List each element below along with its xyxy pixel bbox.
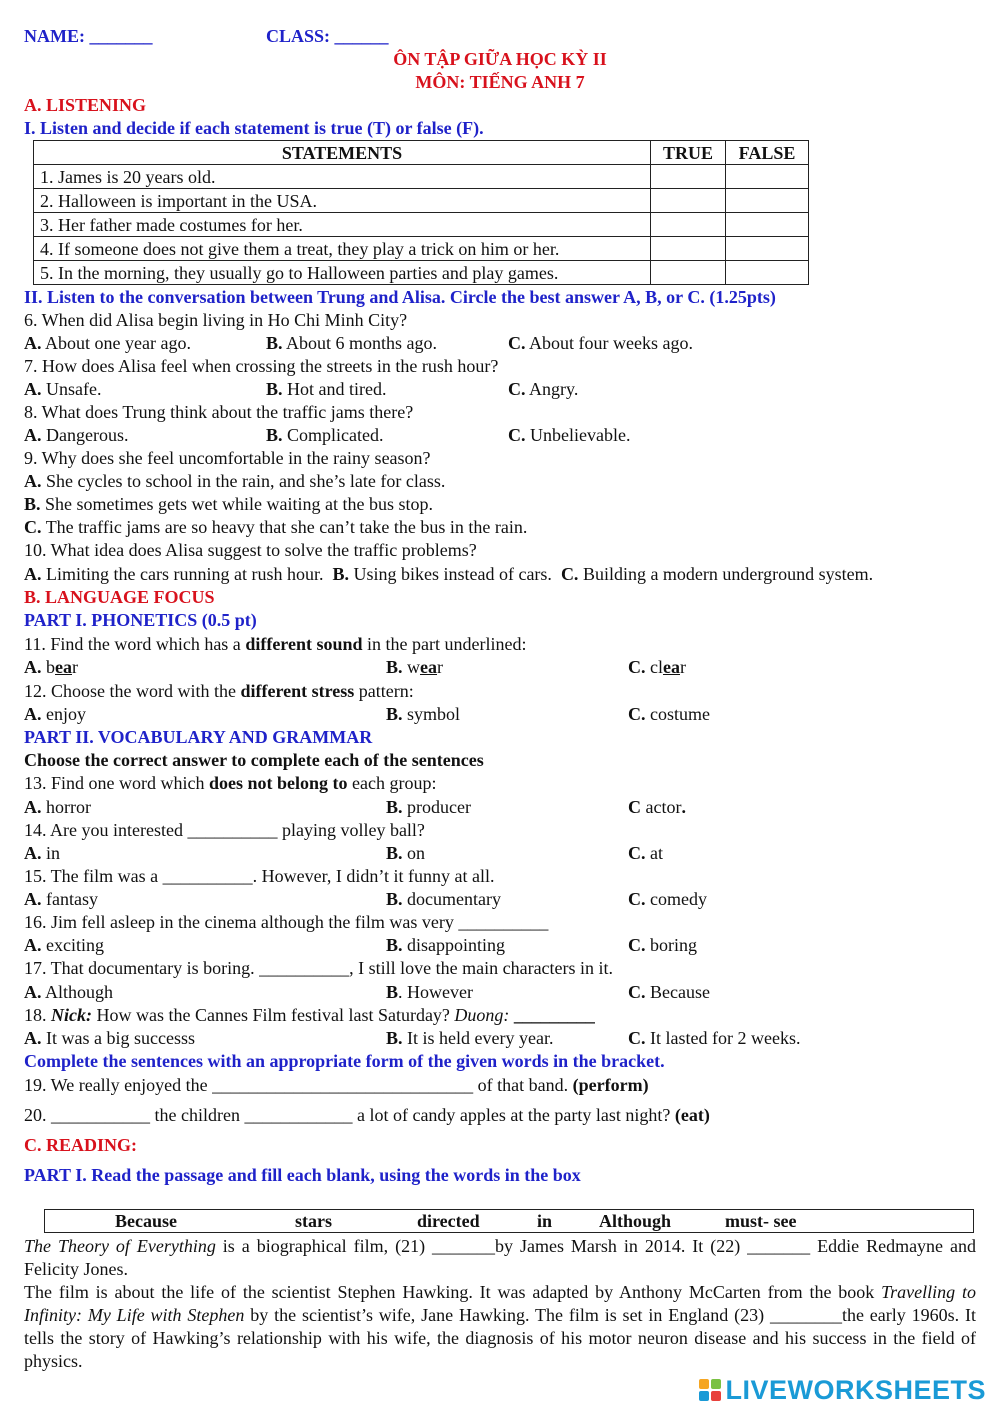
options-6 [24, 332, 984, 354]
option-b[interactable]: B. symbol [386, 704, 461, 724]
statement-cell: 3. Her father made costumes for her. [34, 213, 651, 237]
word-form-instruction: Complete the sentences with an appropriate form of the given words in the bracket. [24, 1051, 665, 1071]
reading-instruction: PART I. Read the passage and fill each blank, using the words in the box [24, 1165, 581, 1185]
option-a[interactable]: A. horror [24, 797, 91, 817]
logo-icon [699, 1379, 721, 1401]
option-c[interactable]: C. Angry. [508, 379, 579, 399]
table-row [34, 189, 809, 213]
option-a[interactable]: A. She cycles to school in the rain, and she’s late for class. [24, 471, 446, 491]
col-statements: STATEMENTS [34, 141, 651, 165]
option-a[interactable]: A. About one year ago. [24, 333, 191, 353]
option-c[interactable]: C. Because [628, 982, 710, 1002]
question-13: 13. Find one word which does not belong to each group: [24, 773, 437, 793]
option-a[interactable]: A. fantasy [24, 889, 98, 909]
options-11 [24, 656, 984, 678]
word-box [44, 1209, 974, 1233]
question-6: 6. When did Alisa begin living in Ho Chi Minh City? [24, 310, 408, 330]
options-7 [24, 378, 984, 400]
option-b[interactable]: B. Hot and tired. [266, 379, 387, 399]
option-a[interactable]: A. Dangerous. [24, 425, 129, 445]
table-row [34, 261, 809, 285]
true-cell[interactable] [651, 261, 726, 285]
option-a[interactable]: A. in [24, 843, 61, 863]
option-c[interactable]: C. About four weeks ago. [508, 333, 693, 353]
statement-cell: 5. In the morning, they usually go to Halloween parties and play games. [34, 261, 651, 285]
true-cell[interactable] [651, 237, 726, 261]
reading-paragraph-2: The film is about the life of the scientist Stephen Hawking. It was adapted by Anthony McCarten from the book Travelling to Infinity: My Life with Stephen by the scientist’s wife, Jane Hawking. The film is set in England (23) ________the early 1960s. It tells the story of Hawking’s relationship with his wife, the diagnosis of his motor neuron disease and his success in the field of physics. [24, 1282, 976, 1371]
option-b[interactable]: B. producer [386, 797, 471, 817]
word-box-item: Because [115, 1211, 177, 1231]
false-cell[interactable] [726, 237, 809, 261]
logo-text: LIVEWORKSHEETS [725, 1374, 986, 1405]
option-b[interactable]: B. wear [386, 657, 444, 677]
word-box-item: directed [417, 1211, 480, 1231]
reading-paragraph-1: The Theory of Everything is a biographical film, (21) _______by James Marsh in 2014. It (22) _______ Eddie Redmayne and Felicity Jones. [24, 1236, 976, 1279]
statement-cell: 2. Halloween is important in the USA. [34, 189, 651, 213]
question-10: 10. What idea does Alisa suggest to solve the traffic problems? [24, 540, 477, 560]
option-b[interactable]: B. Complicated. [266, 425, 384, 445]
question-16: 16. Jim fell asleep in the cinema although the film was very __________ [24, 912, 549, 932]
word-box-item: in [537, 1211, 553, 1231]
option-c[interactable]: C. costume [628, 704, 710, 724]
option-c[interactable]: C. at [628, 843, 663, 863]
option-b[interactable]: B. Using bikes instead of cars. [332, 564, 552, 584]
option-a[interactable]: A. enjoy [24, 704, 86, 724]
liveworksheets-logo [699, 1374, 986, 1406]
false-cell[interactable] [726, 261, 809, 285]
option-c[interactable]: C. clear [628, 657, 686, 677]
option-a[interactable]: A. Although [24, 982, 114, 1002]
option-c[interactable]: C. The traffic jams are so heavy that she can’t take the bus in the rain. [24, 517, 528, 537]
option-b[interactable]: B. on [386, 843, 426, 863]
part2-instruction: II. Listen to the conversation between Trung and Alisa. Circle the best answer A, B, or C. (1.25pts) [24, 287, 776, 307]
option-a[interactable]: A. Limiting the cars running at rush hour. [24, 564, 324, 584]
table-row [34, 165, 809, 189]
question-14: 14. Are you interested __________ playing volley ball? [24, 820, 425, 840]
false-cell[interactable] [726, 213, 809, 237]
options-17 [24, 981, 984, 1003]
option-c[interactable]: C. Unbelievable. [508, 425, 631, 445]
option-b[interactable]: B. It is held every year. [386, 1028, 554, 1048]
options-15 [24, 888, 984, 910]
option-c[interactable]: C actor. [628, 797, 686, 817]
question-19[interactable]: 19. We really enjoyed the _____________________________ of that band. (perform) [24, 1075, 649, 1095]
option-b[interactable]: B. documentary [386, 889, 501, 909]
section-b-heading: B. LANGUAGE FOCUS [24, 587, 215, 607]
table-row [34, 237, 809, 261]
true-cell[interactable] [651, 213, 726, 237]
true-cell[interactable] [651, 189, 726, 213]
option-a[interactable]: A. bear [24, 657, 78, 677]
col-true: TRUE [651, 141, 726, 165]
class-field-label: CLASS: ______ [266, 26, 389, 46]
phonetics-heading: PART I. PHONETICS (0.5 pt) [24, 610, 257, 630]
section-a-heading: A. LISTENING [24, 95, 147, 115]
question-20[interactable]: 20. ___________ the children ____________ a lot of candy apples at the party last night? (eat) [24, 1105, 710, 1125]
question-15: 15. The film was a __________. However, I didn’t it funny at all. [24, 866, 495, 886]
true-cell[interactable] [651, 165, 726, 189]
page-title: ÔN TẬP GIỮA HỌC KỲ II [393, 49, 607, 69]
options-8 [24, 424, 984, 446]
option-c[interactable]: C. boring [628, 935, 697, 955]
word-box-item: must- see [725, 1211, 797, 1231]
option-a[interactable]: A. Unsafe. [24, 379, 102, 399]
false-cell[interactable] [726, 165, 809, 189]
option-a[interactable]: A. It was a big successs [24, 1028, 195, 1048]
question-9: 9. Why does she feel uncomfortable in the rainy season? [24, 448, 431, 468]
word-box-item: stars [295, 1211, 332, 1231]
statements-table [33, 140, 809, 285]
option-b[interactable]: B. disappointing [386, 935, 506, 955]
option-b[interactable]: B. About 6 months ago. [266, 333, 438, 353]
page-subtitle: MÔN: TIẾNG ANH 7 [415, 72, 585, 92]
table-header-row [34, 141, 809, 165]
name-field-label: NAME: _______ [24, 26, 153, 46]
part1-instruction: I. Listen and decide if each statement is true (T) or false (F). [24, 118, 484, 138]
option-c[interactable]: C. comedy [628, 889, 707, 909]
table-row [34, 213, 809, 237]
word-box-item: Although [599, 1211, 672, 1231]
options-12 [24, 703, 984, 725]
option-c[interactable]: C. It lasted for 2 weeks. [628, 1028, 801, 1048]
question-12: 12. Choose the word with the different stress pattern: [24, 681, 414, 701]
options-10 [24, 563, 873, 585]
false-cell[interactable] [726, 189, 809, 213]
section-c-heading: C. READING: [24, 1135, 138, 1155]
question-18: 18. Nick: How was the Cannes Film festival last Saturday? Duong: _________ [24, 1005, 595, 1025]
question-17: 17. That documentary is boring. __________, I still love the main characters in it. [24, 958, 614, 978]
option-a[interactable]: A. exciting [24, 935, 104, 955]
question-11: 11. Find the word which has a different sound in the part underlined: [24, 634, 527, 654]
options-13 [24, 796, 984, 818]
vocab-instruction: Choose the correct answer to complete each of the sentences [24, 750, 484, 770]
statement-cell: 4. If someone does not give them a treat, they play a trick on him or her. [34, 237, 651, 261]
statement-cell: 1. James is 20 years old. [34, 165, 651, 189]
vocab-heading: PART II. VOCABULARY AND GRAMMAR [24, 727, 373, 747]
col-false: FALSE [726, 141, 809, 165]
option-b[interactable]: B. She sometimes gets wet while waiting at the bus stop. [24, 494, 433, 514]
question-7: 7. How does Alisa feel when crossing the streets in the rush hour? [24, 356, 499, 376]
options-16 [24, 934, 984, 956]
option-b[interactable]: B. However [386, 982, 473, 1002]
options-18 [24, 1027, 984, 1049]
option-c[interactable]: C. Building a modern underground system. [560, 564, 874, 584]
question-8: 8. What does Trung think about the traffic jams there? [24, 402, 414, 422]
options-14 [24, 842, 984, 864]
